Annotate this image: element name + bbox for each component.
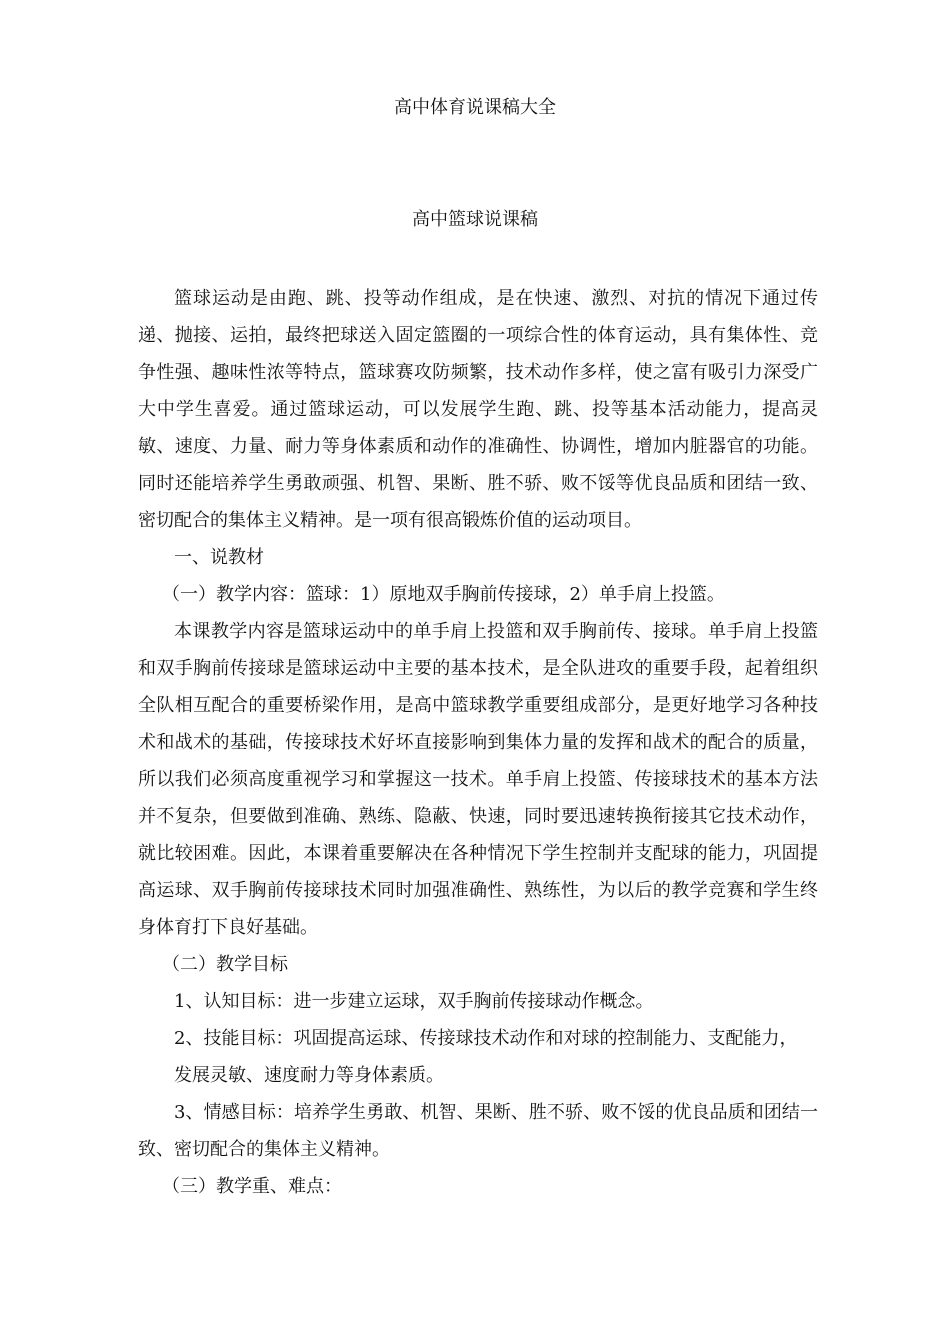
- goal-skill-line1: 2、技能目标：巩固提高运球、传接球技术动作和对球的控制能力、支配能力，: [174, 1028, 798, 1049]
- document-title: 高中体育说课稿大全: [394, 97, 556, 118]
- key-points-heading: （三）教学重、难点：: [162, 1176, 342, 1197]
- lesson-title: 高中篮球说课稿: [412, 209, 538, 230]
- teaching-goals-heading: （二）教学目标: [162, 954, 288, 975]
- section-heading-teaching-material: 一、说教材: [174, 547, 264, 568]
- intro-paragraph: 篮球运动是由跑、跳、投等动作组成，是在快速、激烈、对抗的情况下通过传递、抛接、运拍，最终把球送入固定篮圈的一项综合性的体育运动，具有集体性、竞争性强、趣味性浓等特点，篮球赛攻防频繁，技术动作多样，使之富有吸引力深受广大中学生喜爱。通过篮球运动，可以发展学生跑、跳、投等基本活动能力，提高灵敏、速度、力量、耐力等身体素质和动作的准确性、协调性，增加内脏器官的功能。同时还能培养学生勇敢顽强、机智、果断、胜不骄、败不馁等优良品质和团结一致、密切配合的集体主义精神。是一项有很高锻炼价值的运动项目。: [138, 288, 818, 531]
- goal-cognitive: 1、认知目标：进一步建立运球，双手胸前传接球动作概念。: [174, 991, 654, 1012]
- goal-affective: 3、情感目标：培养学生勇敢、机智、果断、胜不骄、败不馁的优良品质和团结一致、密切配合的集体主义精神。: [138, 1102, 818, 1160]
- teaching-content-heading: （一）教学内容：篮球：1）原地双手胸前传接球，2）单手肩上投篮。: [162, 584, 725, 605]
- teaching-content-paragraph: 本课教学内容是篮球运动中的单手肩上投篮和双手胸前传、接球。单手肩上投篮和双手胸前传接球是篮球运动中主要的基本技术，是全队进攻的重要手段，起着组织全队相互配合的重要桥梁作用，是高中篮球教学重要组成部分，是更好地学习各种技术和战术的基础，传接球技术好坏直接影响到集体力量的发挥和战术的配合的质量，所以我们必须高度重视学习和掌握这一技术。单手肩上投篮、传接球技术的基本方法并不复杂，但要做到准确、熟练、隐蔽、快速，同时要迅速转换衔接其它技术动作，就比较困难。因此，本课着重要解决在各种情况下学生控制并支配球的能力，巩固提高运球、双手胸前传接球技术同时加强准确性、熟练性，为以后的教学竞赛和学生终身体育打下良好基础。: [138, 621, 818, 938]
- goal-skill-line2: 发展灵敏、速度耐力等身体素质。: [174, 1065, 444, 1086]
- document-body: [138, 280, 818, 1205]
